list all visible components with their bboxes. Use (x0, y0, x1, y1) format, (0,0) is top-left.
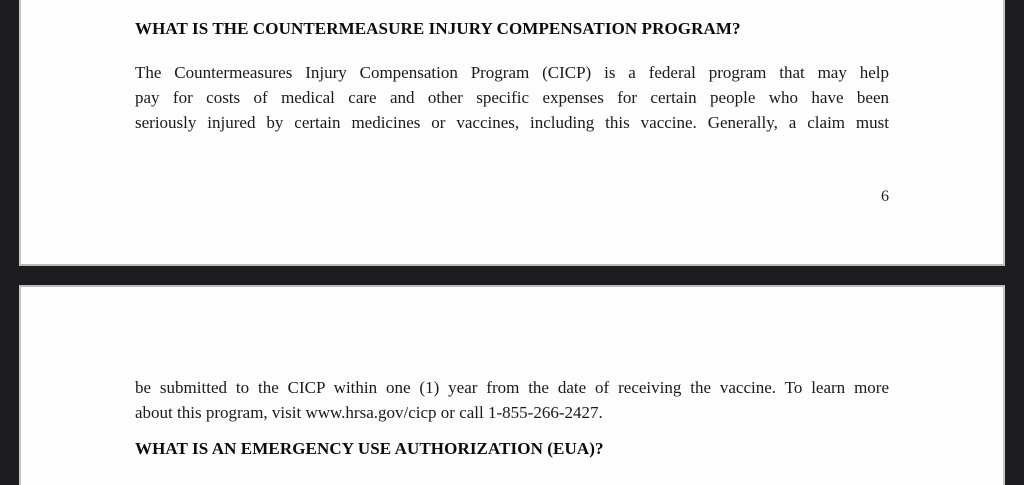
page-number: 6 (881, 188, 889, 205)
paragraph-line: be submitted to the CICP within one (1) year from the date of receiving the vaccine. To learn more (135, 378, 889, 397)
cicp-paragraph (135, 60, 889, 135)
paragraph-line: The Countermeasures Injury Compensation Program (CICP) is a federal program that may help (135, 63, 889, 82)
document-page-6 (19, 0, 1005, 266)
cicp-paragraph-continued (135, 375, 889, 425)
section-heading-eua-partial: WHAT IS AN EMERGENCY USE AUTHORIZATION (EUA)? (135, 439, 604, 458)
document-page-7 (19, 285, 1005, 485)
paragraph-line: pay for costs of medical care and other specific expenses for certain people who have been (135, 88, 889, 107)
paragraph-line: seriously injured by certain medicines or vaccines, including this vaccine. Generally, a claim must (135, 113, 889, 132)
section-heading-cicp: WHAT IS THE COUNTERMEASURE INJURY COMPENSATION PROGRAM? (135, 19, 741, 38)
paragraph-line: about this program, visit www.hrsa.gov/cicp or call 1-855-266-2427. (135, 403, 603, 422)
